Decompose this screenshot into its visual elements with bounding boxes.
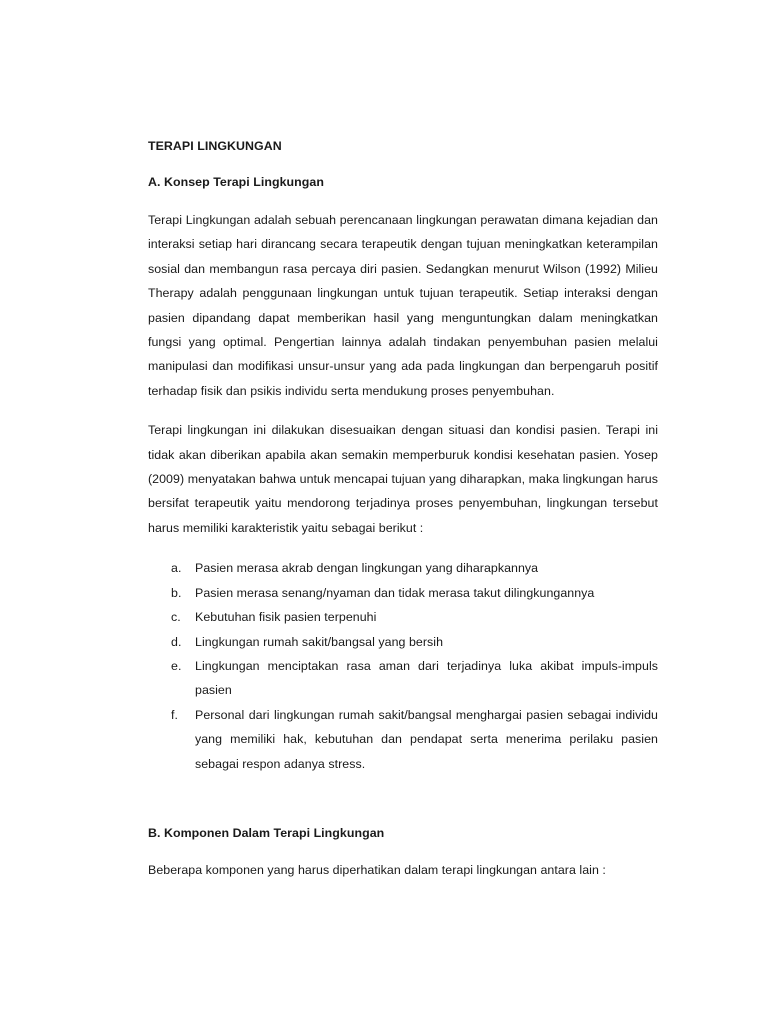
section-b-heading: B. Komponen Dalam Terapi Lingkungan xyxy=(148,825,385,840)
section-a-paragraph-2: Terapi lingkungan ini dilakukan disesuaikan dengan situasi dan kondisi pasien. Terapi ini tidak akan diberikan apabila akan semakin memperburuk kondisi kesehatan pasien. Yosep (2009) menyatakan bahwa untuk mencapai tujuan yang diharapkan, maka lingkungan harus bersifat terapeutik yaitu mendorong terjadinya proses penyembuhan, lingkungan tersebut harus memiliki karakteristik yaitu sebagai berikut : xyxy=(148,423,658,535)
list-item xyxy=(148,703,658,776)
section-a-paragraph-1: Terapi Lingkungan adalah sebuah perencanaan lingkungan perawatan dimana kejadian dan interaksi setiap hari dirancang secara terapeutik dengan tujuan meningkatkan keterampilan sosial dan membangun rasa percaya diri pasien. Sedangkan menurut Wilson (1992) Milieu Therapy adalah penggunaan lingkungan untuk tujuan terapeutik. Setiap interaksi dengan pasien dipandang dapat memberikan hasil yang menguntungkan dalam meningkatkan fungsi yang optimal. Pengertian lainnya adalah tindakan penyembuhan pasien melalui manipulasi dan modifikasi unsur-unsur yang ada pada lingkungan dan berpengaruh positif terhadap fisik dan psikis individu serta mendukung proses penyembuhan. xyxy=(148,213,658,398)
document-title: TERAPI LINGKUNGAN xyxy=(148,139,282,153)
characteristics-list xyxy=(148,556,658,776)
list-item xyxy=(148,654,658,703)
list-item xyxy=(148,556,658,580)
list-marker: d. xyxy=(171,634,182,649)
list-item-text: Lingkungan menciptakan rasa aman dari terjadinya luka akibat impuls-impuls pasien xyxy=(195,658,658,698)
list-item-text: Pasien merasa akrab dengan lingkungan yang diharapkannya xyxy=(195,561,539,576)
list-item-text: Kebutuhan fisik pasien terpenuhi xyxy=(195,610,377,625)
list-item xyxy=(148,630,658,654)
list-marker: f. xyxy=(171,707,178,722)
list-item xyxy=(148,605,658,629)
list-marker: e. xyxy=(171,658,182,673)
list-marker: b. xyxy=(171,585,182,600)
list-item-text: Lingkungan rumah sakit/bangsal yang bersih xyxy=(195,634,444,649)
list-item xyxy=(148,581,658,605)
list-marker: c. xyxy=(171,610,181,625)
list-marker: a. xyxy=(171,561,182,576)
list-item-text: Pasien merasa senang/nyaman dan tidak merasa takut dilingkungannya xyxy=(195,585,595,600)
section-b-intro: Beberapa komponen yang harus diperhatikan dalam terapi lingkungan antara lain : xyxy=(148,862,606,877)
document-body xyxy=(148,136,658,880)
section-a-heading: A. Konsep Terapi Lingkungan xyxy=(148,175,324,189)
list-item-text: Personal dari lingkungan rumah sakit/bangsal menghargai pasien sebagai individu yang memiliki hak, kebutuhan dan pendapat serta menerima perilaku pasien sebagai respon adanya stress. xyxy=(195,707,658,771)
